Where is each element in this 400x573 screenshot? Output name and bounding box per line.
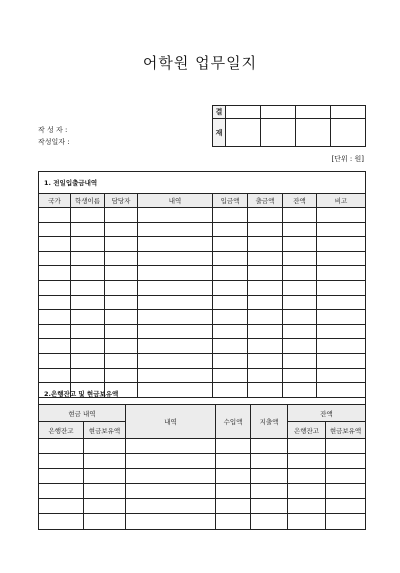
column-header-expense: 지출액	[251, 405, 288, 439]
table-cell[interactable]	[213, 339, 248, 354]
table-cell[interactable]	[71, 339, 105, 354]
table-cell[interactable]	[126, 454, 216, 469]
table-row	[39, 237, 366, 252]
table-cell[interactable]	[317, 368, 366, 383]
table-cell[interactable]	[138, 237, 213, 252]
table-cell[interactable]	[71, 280, 105, 295]
table-cell[interactable]	[138, 339, 213, 354]
table-cell[interactable]	[283, 222, 317, 237]
table-cell[interactable]	[251, 484, 288, 499]
table-cell[interactable]	[105, 339, 138, 354]
table-cell[interactable]	[216, 499, 251, 514]
table-row	[39, 208, 366, 223]
table-cell[interactable]	[248, 251, 283, 266]
table-cell[interactable]	[248, 310, 283, 325]
table-cell[interactable]	[39, 266, 71, 281]
table-cell[interactable]	[288, 499, 326, 514]
table-cell[interactable]	[283, 368, 317, 383]
table-cell[interactable]	[248, 339, 283, 354]
table-cell[interactable]	[213, 368, 248, 383]
deposit-withdrawal-table	[38, 171, 366, 398]
approval-label-bottom: 재	[213, 119, 226, 147]
table-cell[interactable]	[39, 514, 84, 529]
approval-label-top: 결	[213, 106, 226, 119]
table-cell[interactable]	[283, 266, 317, 281]
table-cell[interactable]	[216, 514, 251, 529]
column-header-cash-held: 현금보유액	[326, 422, 366, 439]
table-cell[interactable]	[213, 222, 248, 237]
bank-cash-table	[38, 382, 366, 530]
table-cell[interactable]	[71, 251, 105, 266]
table-cell[interactable]	[84, 499, 126, 514]
table-cell[interactable]	[138, 222, 213, 237]
table-cell[interactable]	[288, 484, 326, 499]
column-header-income: 수입액	[216, 405, 251, 439]
table-row	[39, 339, 366, 354]
table-cell[interactable]	[105, 251, 138, 266]
table-cell[interactable]	[105, 237, 138, 252]
table-cell[interactable]	[39, 251, 71, 266]
table-cell[interactable]	[288, 469, 326, 484]
column-header-bank-balance: 은행잔고	[39, 422, 84, 439]
table-cell[interactable]	[39, 237, 71, 252]
table-cell[interactable]	[248, 353, 283, 368]
column-header: 국가	[39, 194, 71, 208]
table-cell[interactable]	[71, 208, 105, 223]
table-cell[interactable]	[213, 280, 248, 295]
table-cell[interactable]	[248, 368, 283, 383]
column-header-detail: 내역	[126, 405, 216, 439]
table-cell[interactable]	[213, 310, 248, 325]
column-header-cash-group: 현금 내역	[39, 405, 126, 422]
author-info	[38, 124, 70, 148]
table-cell[interactable]	[216, 484, 251, 499]
column-header: 비고	[317, 194, 366, 208]
table-cell[interactable]	[216, 439, 251, 454]
approval-signature-slot	[331, 119, 366, 147]
table-cell[interactable]	[138, 324, 213, 339]
table-cell[interactable]	[71, 295, 105, 310]
approval-slot-header	[261, 106, 296, 119]
table-cell[interactable]	[39, 208, 71, 223]
table-row	[39, 295, 366, 310]
table-cell[interactable]	[126, 439, 216, 454]
table-cell[interactable]	[105, 310, 138, 325]
table-row	[39, 514, 366, 529]
table-cell[interactable]	[126, 499, 216, 514]
table-cell[interactable]	[326, 454, 366, 469]
table-cell[interactable]	[317, 324, 366, 339]
table-cell[interactable]	[138, 251, 213, 266]
table-cell[interactable]	[39, 280, 71, 295]
table-cell[interactable]	[326, 514, 366, 529]
table-cell[interactable]	[248, 280, 283, 295]
table-cell[interactable]	[317, 295, 366, 310]
table-cell[interactable]	[213, 237, 248, 252]
table-cell[interactable]	[71, 237, 105, 252]
table-cell[interactable]	[71, 353, 105, 368]
table-cell[interactable]	[71, 324, 105, 339]
table-cell[interactable]	[251, 469, 288, 484]
table-cell[interactable]	[138, 353, 213, 368]
table-cell[interactable]	[39, 222, 71, 237]
table-cell[interactable]	[283, 324, 317, 339]
column-header: 학생이름	[71, 194, 105, 208]
table-cell[interactable]	[39, 469, 84, 484]
table-cell[interactable]	[126, 484, 216, 499]
table-cell[interactable]	[248, 266, 283, 281]
table-cell[interactable]	[213, 295, 248, 310]
unit-label: [단위 : 원]	[331, 155, 364, 163]
table-cell[interactable]	[39, 339, 71, 354]
approval-slot-header	[226, 106, 261, 119]
table-row	[39, 499, 366, 514]
table-cell[interactable]	[317, 339, 366, 354]
table-cell[interactable]	[39, 324, 71, 339]
table-cell[interactable]	[138, 208, 213, 223]
table-cell[interactable]	[84, 484, 126, 499]
table-cell[interactable]	[248, 222, 283, 237]
approval-signature-slot	[296, 119, 331, 147]
table-cell[interactable]	[138, 368, 213, 383]
column-header-cash-held: 현금보유액	[84, 422, 126, 439]
table-cell[interactable]	[138, 295, 213, 310]
table-cell[interactable]	[39, 499, 84, 514]
table-cell[interactable]	[288, 454, 326, 469]
table-cell[interactable]	[317, 251, 366, 266]
table-cell[interactable]	[317, 310, 366, 325]
approval-signature-slot	[261, 119, 296, 147]
table-cell[interactable]	[71, 310, 105, 325]
table-cell[interactable]	[288, 514, 326, 529]
table-cell[interactable]	[138, 310, 213, 325]
table-cell[interactable]	[216, 454, 251, 469]
table-cell[interactable]	[84, 469, 126, 484]
section-title: 1. 전일입출금내역	[39, 172, 366, 194]
table-cell[interactable]	[39, 454, 84, 469]
table-cell[interactable]	[105, 266, 138, 281]
table-cell[interactable]	[251, 514, 288, 529]
table-cell[interactable]	[283, 339, 317, 354]
table-cell[interactable]	[283, 208, 317, 223]
table-cell[interactable]	[283, 237, 317, 252]
table-row	[39, 439, 366, 454]
table-cell[interactable]	[39, 439, 84, 454]
table-cell[interactable]	[84, 514, 126, 529]
table-cell[interactable]	[326, 469, 366, 484]
table-cell[interactable]	[105, 324, 138, 339]
author-label: 작 성 자 :	[38, 126, 68, 134]
table-cell[interactable]	[39, 368, 71, 383]
table-cell[interactable]	[138, 280, 213, 295]
table-cell[interactable]	[317, 353, 366, 368]
table-cell[interactable]	[317, 208, 366, 223]
table-cell[interactable]	[283, 310, 317, 325]
table-cell[interactable]	[248, 237, 283, 252]
table-cell[interactable]	[248, 208, 283, 223]
table-cell[interactable]	[283, 353, 317, 368]
table-cell[interactable]	[317, 237, 366, 252]
table-row	[39, 324, 366, 339]
table-cell[interactable]	[317, 222, 366, 237]
table-cell[interactable]	[39, 310, 71, 325]
table-cell[interactable]	[39, 353, 71, 368]
column-header: 담당자	[105, 194, 138, 208]
table-cell[interactable]	[326, 439, 366, 454]
table-cell[interactable]	[71, 222, 105, 237]
table-cell[interactable]	[283, 280, 317, 295]
column-header-balance-group: 잔액	[288, 405, 366, 422]
table-row	[39, 484, 366, 499]
table-cell[interactable]	[105, 353, 138, 368]
table-cell[interactable]	[71, 368, 105, 383]
column-header: 잔액	[283, 194, 317, 208]
column-header-bank-balance: 은행잔고	[288, 422, 326, 439]
table-cell[interactable]	[105, 208, 138, 223]
section-title: 2.은행잔고 및 현금보유액	[39, 383, 366, 405]
table-cell[interactable]	[248, 295, 283, 310]
date-label: 작성일자 :	[38, 138, 70, 146]
table-cell[interactable]	[317, 266, 366, 281]
table-cell[interactable]	[105, 222, 138, 237]
table-cell[interactable]	[71, 266, 105, 281]
page-title: 어학원 업무일지	[142, 54, 258, 72]
table-row	[39, 368, 366, 383]
table-cell[interactable]	[216, 469, 251, 484]
table-cell[interactable]	[126, 469, 216, 484]
table-cell[interactable]	[213, 324, 248, 339]
table-cell[interactable]	[84, 454, 126, 469]
table-row	[39, 469, 366, 484]
table-cell[interactable]	[213, 266, 248, 281]
table-cell[interactable]	[213, 251, 248, 266]
table-row	[39, 251, 366, 266]
table-cell[interactable]	[317, 280, 366, 295]
table-cell[interactable]	[288, 439, 326, 454]
column-header: 입금액	[213, 194, 248, 208]
table-cell[interactable]	[326, 499, 366, 514]
column-header: 출금액	[248, 194, 283, 208]
table-cell[interactable]	[105, 295, 138, 310]
table-row	[39, 310, 366, 325]
table-row	[39, 280, 366, 295]
table-cell[interactable]	[248, 324, 283, 339]
table-cell[interactable]	[283, 295, 317, 310]
table-row	[39, 266, 366, 281]
table-cell[interactable]	[39, 295, 71, 310]
table-row	[39, 454, 366, 469]
table-cell[interactable]	[138, 266, 213, 281]
approval-slot-header	[331, 106, 366, 119]
table-cell[interactable]	[251, 454, 288, 469]
column-header: 내역	[138, 194, 213, 208]
approval-slot-header	[296, 106, 331, 119]
table-cell[interactable]	[105, 280, 138, 295]
table-cell[interactable]	[213, 208, 248, 223]
approval-signature-slot	[226, 119, 261, 147]
table-cell[interactable]	[84, 439, 126, 454]
table-cell[interactable]	[326, 484, 366, 499]
table-cell[interactable]	[105, 368, 138, 383]
table-cell[interactable]	[251, 499, 288, 514]
table-row	[39, 353, 366, 368]
table-cell[interactable]	[283, 251, 317, 266]
table-cell[interactable]	[126, 514, 216, 529]
table-cell[interactable]	[251, 439, 288, 454]
approval-box	[212, 105, 366, 147]
table-cell[interactable]	[39, 484, 84, 499]
table-row	[39, 222, 366, 237]
table-cell[interactable]	[213, 353, 248, 368]
